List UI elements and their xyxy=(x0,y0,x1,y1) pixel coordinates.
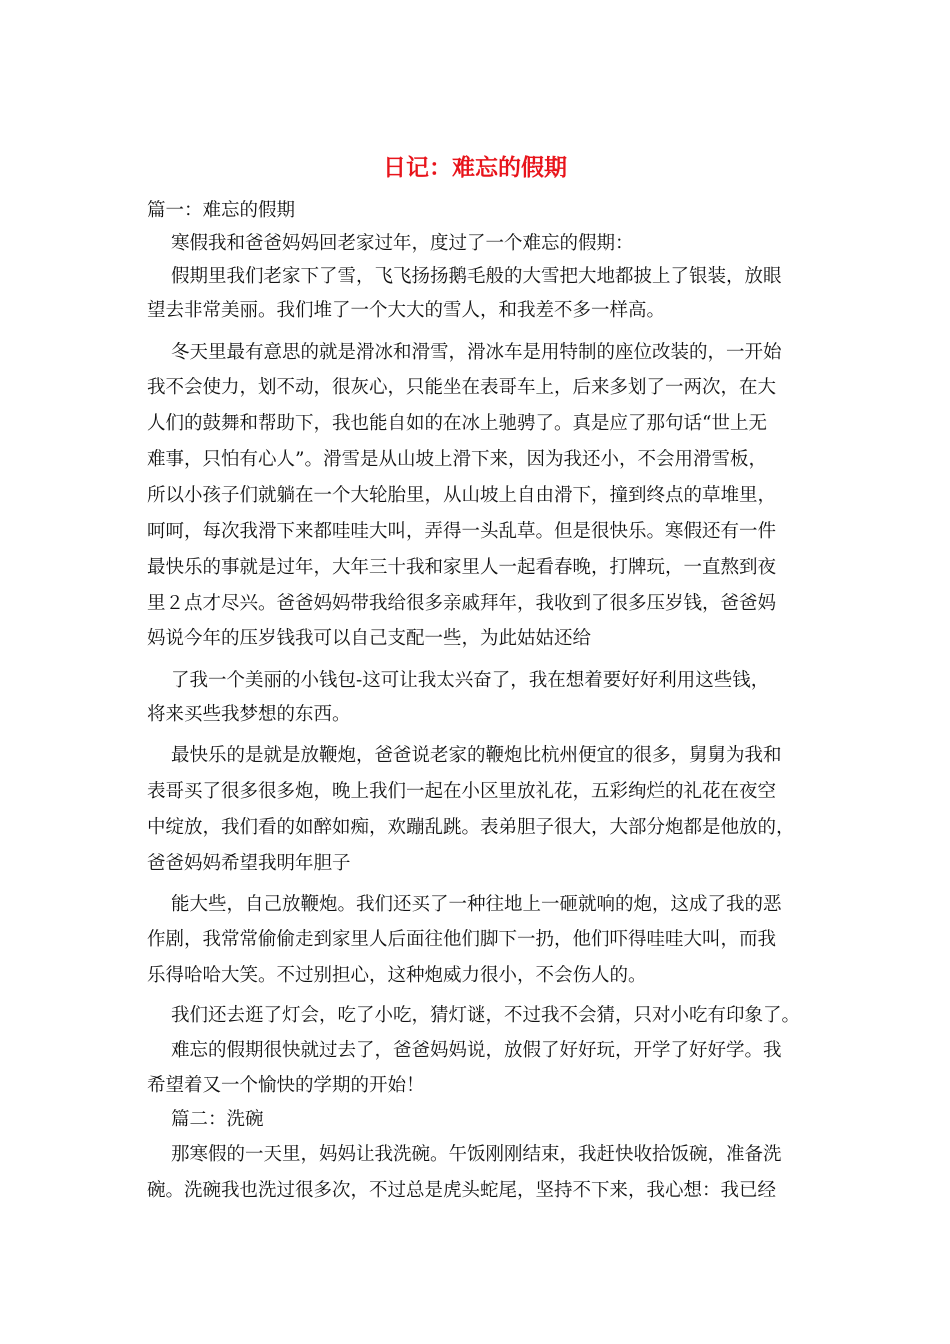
paragraph-line: 碗。洗碗我也洗过很多次，不过总是虎头蛇尾，坚持不下来，我心想：我已经 xyxy=(147,1180,777,1201)
paragraph-line: 难忘的假期很快就过去了，爸爸妈妈说，放假了好好玩，开学了好好学。我 xyxy=(171,1040,782,1061)
section-heading-2: 篇二：洗碗 xyxy=(171,1109,264,1130)
page-title: 日记：难忘的假期 xyxy=(383,154,567,181)
paragraph-line: 我不会使力，划不动，很灰心，只能坐在表哥车上，后来多划了一两次，在大 xyxy=(147,377,777,398)
paragraph-line: 难事，只怕有心人”。滑雪是从山坡上滑下来，因为我还小，不会用滑雪板， xyxy=(147,449,767,470)
paragraph-line: 最快乐的事就是过年，大年三十我和家里人一起看春晚，打牌玩，一直熬到夜 xyxy=(147,557,777,578)
section-heading-1: 篇一：难忘的假期 xyxy=(147,200,296,221)
paragraph-line: 假期里我们老家下了雪，飞飞扬扬鹅毛般的大雪把大地都披上了银装，放眼 xyxy=(171,266,782,287)
paragraph-line: 作剧，我常常偷偷走到家里人后面往他们脚下一扔，他们吓得哇哇大叫，而我 xyxy=(147,929,777,950)
paragraph-line: 爸爸妈妈希望我明年胆子 xyxy=(147,853,351,874)
paragraph-line: 了我一个美丽的小钱包-这可让我太兴奋了，我在想着要好好利用这些钱， xyxy=(171,670,770,691)
paragraph-line: 冬天里最有意思的就是滑冰和滑雪，滑冰车是用特制的座位改装的，一开始 xyxy=(171,342,782,363)
paragraph-line: 将来买些我梦想的东西。 xyxy=(147,704,351,725)
paragraph-line: 能大些，自己放鞭炮。我们还买了一种往地上一砸就响的炮，这成了我的恶 xyxy=(171,894,782,915)
paragraph-line: 寒假我和爸爸妈妈回老家过年，度过了一个难忘的假期： xyxy=(171,233,634,254)
paragraph-line: 中绽放，我们看的如醉如痴，欢蹦乱跳。表弟胆子很大，大部分炮都是他放的， xyxy=(147,817,795,838)
paragraph-line: 里２点才尽兴。爸爸妈妈带我给很多亲戚拜年，我收到了很多压岁钱，爸爸妈 xyxy=(147,593,777,614)
paragraph-line: 望去非常美丽。我们堆了一个大大的雪人，和我差不多一样高。 xyxy=(147,300,666,321)
paragraph-line: 表哥买了很多很多炮，晚上我们一起在小区里放礼花，五彩绚烂的礼花在夜空 xyxy=(147,781,777,802)
paragraph-line: 最快乐的是就是放鞭炮，爸爸说老家的鞭炮比杭州便宜的很多，舅舅为我和 xyxy=(171,745,782,766)
paragraph-line: 那寒假的一天里，妈妈让我洗碗。午饭刚刚结束，我赶快收拾饭碗，准备洗 xyxy=(171,1144,782,1165)
paragraph-line: 希望着又一个愉快的学期的开始！ xyxy=(147,1075,425,1096)
paragraph-line: 呵呵，每次我滑下来都哇哇大叫，弄得一头乱草。但是很快乐。寒假还有一件 xyxy=(147,521,777,542)
paragraph-line: 所以小孩子们就躺在一个大轮胎里，从山坡上自由滑下，撞到终点的草堆里， xyxy=(147,485,777,506)
paragraph-line: 乐得哈哈大笑。不过别担心，这种炮威力很小，不会伤人的。 xyxy=(147,965,647,986)
paragraph-line: 妈说今年的压岁钱我可以自己支配一些，为此姑姑还给 xyxy=(147,628,592,649)
paragraph-line: 人们的鼓舞和帮助下，我也能自如的在冰上驰骋了。真是应了那句话“世上无 xyxy=(147,413,767,434)
paragraph-line: 我们还去逛了灯会，吃了小吃，猜灯谜，不过我不会猜，只对小吃有印象了。 xyxy=(171,1005,801,1026)
